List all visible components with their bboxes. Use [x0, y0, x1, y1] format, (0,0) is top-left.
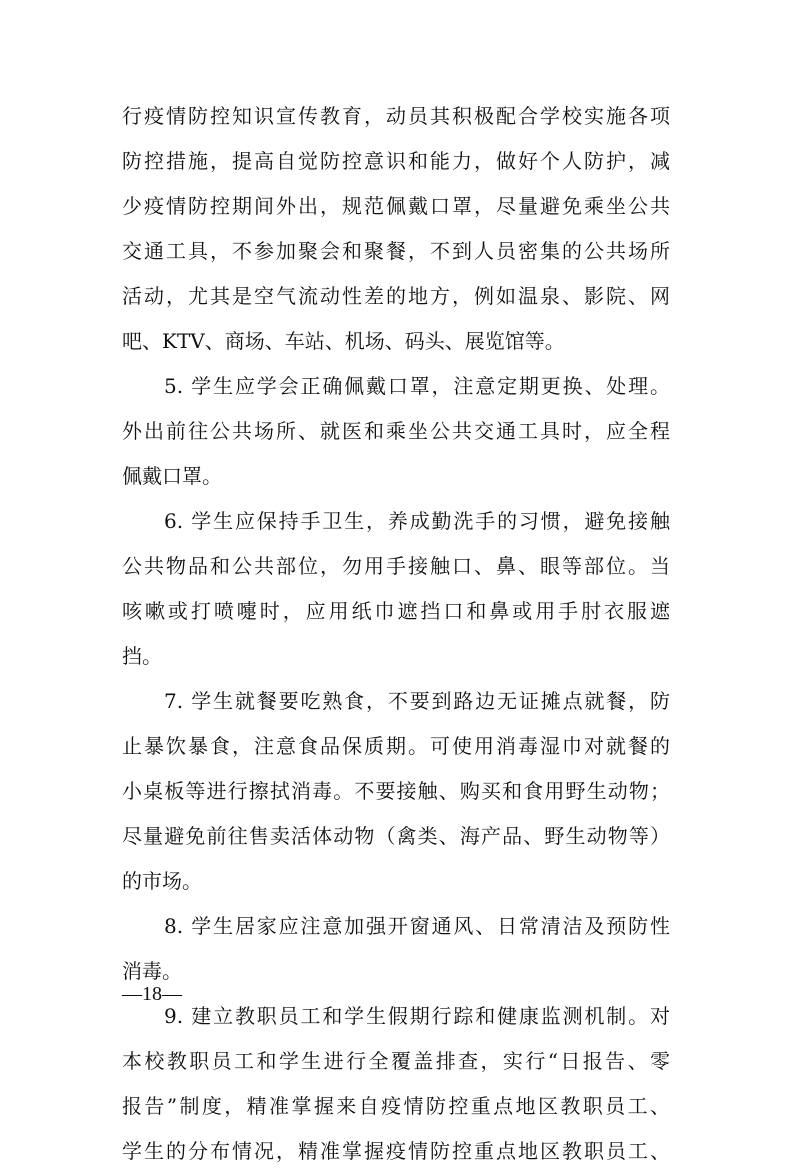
text-line: 挡。 — [122, 644, 162, 668]
text-line: 咳嗽或打喷嚏时，应用纸巾遮挡口和鼻或用手肘衣服遮 — [122, 599, 670, 623]
item-9-line: 9. 建立教职员工和学生假期行踪和健康监测机制。对 — [164, 1004, 670, 1028]
text-line: 佩戴口罩。 — [122, 464, 222, 488]
text-line: 尽量避免前往售卖活体动物（禽类、海产品、野生动物等） — [122, 824, 670, 848]
text-line: 报告”制度，精准掌握来自疫情防控重点地区教职员工、 — [122, 1094, 670, 1118]
text-line: 行疫情防控知识宣传教育，动员其积极配合学校实施各项 — [122, 104, 670, 128]
text-line: 学生的分布情况，精准掌握疫情防控重点地区教职员工、 — [122, 1139, 670, 1163]
item-5-line: 5. 学生应学会正确佩戴口罩，注意定期更换、处理。 — [164, 374, 670, 398]
text-line: 公共物品和公共部位，勿用手接触口、鼻、眼等部位。当 — [122, 554, 670, 578]
page-number: —18— — [122, 983, 182, 1005]
item-6-line: 6. 学生应保持手卫生，养成勤洗手的习惯，避免接触 — [164, 509, 670, 533]
text-line: 活动，尤其是空气流动性差的地方，例如温泉、影院、网 — [122, 284, 670, 308]
text-line: 本校教职员工和学生进行全覆盖排查，实行“日报告、零 — [122, 1049, 670, 1073]
text-line: 吧、KTV、商场、车站、机场、码头、展览馆等。 — [122, 329, 565, 353]
text-line: 外出前往公共场所、就医和乘坐公共交通工具时，应全程 — [122, 419, 670, 443]
item-8-line: 8. 学生居家应注意加强开窗通风、日常清洁及预防性 — [164, 914, 670, 938]
text-line: 交通工具，不参加聚会和聚餐，不到人员密集的公共场所 — [122, 239, 670, 263]
text-line: 防控措施，提高自觉防控意识和能力，做好个人防护，减 — [122, 149, 670, 173]
text-line: 的市场。 — [122, 869, 202, 893]
item-7-line: 7. 学生就餐要吃熟食，不要到路边无证摊点就餐，防 — [164, 689, 670, 713]
body-text — [122, 94, 670, 1174]
text-line: 止暴饮暴食，注意食品保质期。可使用消毒湿巾对就餐的 — [122, 734, 670, 758]
text-line: 小桌板等进行擦拭消毒。不要接触、购买和食用野生动物； — [122, 779, 670, 803]
text-line: 消毒。 — [122, 959, 182, 983]
text-line: 少疫情防控期间外出，规范佩戴口罩，尽量避免乘坐公共 — [122, 194, 670, 218]
